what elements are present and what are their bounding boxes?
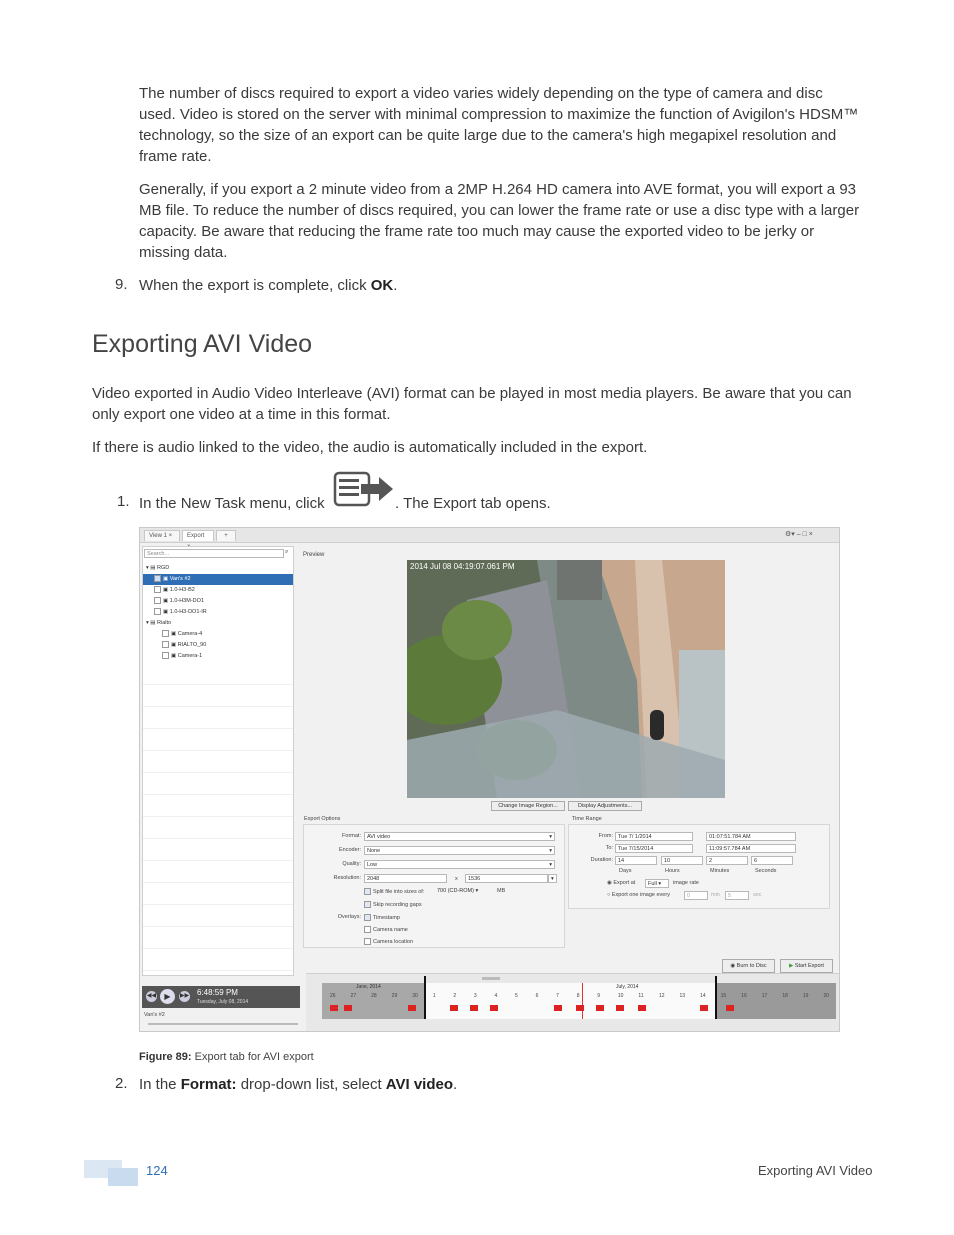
interval-seconds-input[interactable]: 5 [725, 891, 749, 900]
timeline-day-label: 16 [741, 993, 747, 999]
timeline-day-label: 13 [679, 993, 686, 999]
step-1-number: 1. [117, 493, 130, 510]
tree-item[interactable] [143, 651, 293, 662]
timeline-day-label: 18 [782, 993, 788, 999]
chevron-down-icon: ▾ [549, 834, 552, 840]
tree-item[interactable] [143, 585, 293, 596]
timeline-day-label: 1 [432, 993, 436, 999]
timeline-day-label: 10 [617, 993, 624, 999]
tab-view-1[interactable]: View 1 × [144, 530, 180, 541]
paragraph-audio: If there is audio linked to the video, the audio is automatically included in the export. [92, 439, 648, 456]
camera-checkbox[interactable] [154, 586, 161, 593]
resolution-dropdown[interactable] [548, 874, 557, 883]
resolution-x: x [455, 876, 458, 882]
burn-to-disc-button[interactable]: ◉ Burn to Disc [722, 959, 775, 973]
duration-minutes-input[interactable]: 2 [706, 856, 748, 865]
window-controls[interactable]: ⚙▾ – □ × [785, 531, 813, 538]
timeline-day-label: 19 [802, 993, 809, 999]
sec-caption: sec [753, 892, 762, 898]
recording-mark [638, 1005, 646, 1011]
step-1-text-after: . The Export tab opens. [395, 495, 551, 512]
quality-select[interactable]: Low ▾ [364, 860, 555, 869]
min-caption: min [711, 892, 720, 898]
figure-caption: Figure 89: Export tab for AVI export [139, 1051, 314, 1063]
camera-icon: ▣ [171, 653, 178, 659]
timeline-day-label: 30 [412, 993, 418, 999]
tree-item[interactable] [143, 596, 293, 607]
server-icon: ▤ [150, 565, 158, 571]
camera-tree [143, 563, 293, 973]
search-icon[interactable]: ⌕ [285, 549, 289, 555]
paragraph-avi-intro: Video exported in Audio Video Interleave (AVI) format can be played in most media players. Be aware that you can only export one video at a time in this format. [92, 385, 852, 423]
timeline[interactable] [306, 973, 840, 1032]
timeline-day-label: 11 [638, 993, 644, 999]
clock-date: Tuesday, July 08, 2014 [197, 999, 249, 1005]
quality-label: Quality: [342, 861, 361, 867]
tree-item-label: 1.0-H3-DO1-IR [169, 609, 207, 615]
step-2-number: 2. [115, 1075, 128, 1092]
timeline-selection [425, 983, 716, 1019]
timeline-dark-right [716, 983, 836, 1019]
tree-item-label: 1.0-H3M-DO1 [169, 598, 204, 604]
encoder-select[interactable]: None ▾ [364, 846, 555, 855]
recording-mark [344, 1005, 352, 1011]
timeline-day-label: 5 [515, 993, 518, 999]
tree-item[interactable] [143, 618, 293, 629]
duration-hours-input[interactable]: 10 [661, 856, 703, 865]
export-tab-screenshot [139, 527, 840, 1032]
export-one-image-radio[interactable]: ○ Export one image every [607, 892, 670, 898]
from-date-input[interactable]: Tue 7/ 1/2014 [615, 832, 693, 841]
tree-item-label: Van's #2 [169, 576, 191, 582]
tree-item[interactable] [143, 574, 293, 585]
export-options-panel [303, 824, 565, 948]
camera-icon: ▣ [163, 576, 170, 582]
timeline-day-label: 6 [535, 993, 539, 999]
tree-item-label: Camera-4 [177, 631, 203, 637]
paragraph-export-example: Generally, if you export a 2 minute video from a 2MP H.264 HD camera into AVE format, you will export a 93 MB file. To reduce the number of discs required, you can lower the frame rate or use a disc type with a larger capacity. Be aware that reducing the frame rate too much may cause the exported video to be jerky or missing data. [139, 181, 860, 261]
recording-marks [322, 1004, 836, 1012]
interval-minutes-input[interactable]: 0 [684, 891, 708, 900]
tree-item-label: RGD [157, 565, 170, 571]
camera-checkbox[interactable] [154, 575, 161, 582]
timeline-day-label: 3 [473, 993, 477, 999]
timeline-days [322, 993, 836, 1001]
timeline-day-label: 26 [330, 993, 336, 999]
duration-seconds-input[interactable]: 6 [751, 856, 793, 865]
chevron-down-icon[interactable]: ▾ [146, 620, 151, 626]
camera-icon: ▣ [171, 642, 178, 648]
split-size-select[interactable]: 700 (CD-ROM) ▾ [437, 888, 479, 894]
video-preview[interactable] [407, 560, 725, 798]
timeline-day-label: 27 [350, 993, 357, 999]
page-number: 124 [146, 1163, 168, 1178]
export-task-icon [333, 470, 395, 508]
camera-icon: ▣ [163, 587, 170, 593]
days-caption: Days [619, 868, 632, 874]
timeline-day-label: 7 [556, 993, 559, 999]
timeline-day-label: 14 [700, 993, 706, 999]
camera-icon: ▣ [163, 609, 170, 615]
camera-checkbox[interactable] [154, 597, 161, 604]
resolution-height-input[interactable]: 1536 [465, 874, 548, 883]
recording-mark [408, 1005, 416, 1011]
timeline-day-label: 20 [823, 993, 829, 999]
duration-label: Duration: [590, 857, 613, 863]
recording-mark [470, 1005, 478, 1011]
step-2-text: In the Format: drop-down list, select AVI video. [139, 1076, 458, 1093]
tree-item-label: Rialto [157, 620, 172, 626]
tree-item-label: 1.0-H3-B2 [169, 587, 195, 593]
start-marker[interactable] [424, 976, 426, 1019]
preview-label: Preview [303, 552, 325, 558]
player-controls [142, 986, 300, 1008]
export-at-radio[interactable]: ◉ Export at [607, 880, 636, 886]
tab-add[interactable]: + [216, 530, 236, 541]
timeline-day-label: 2 [453, 993, 457, 999]
tree-item-label: RIALTO_90 [177, 642, 207, 648]
time-range-label: Time Range [572, 816, 602, 822]
tab-export[interactable]: Export [182, 530, 214, 541]
split-unit: MB [497, 888, 506, 894]
recording-mark [450, 1005, 458, 1011]
timeline-day-label: 12 [658, 993, 665, 999]
ok-label: OK [370, 277, 394, 294]
step-9-number: 9. [115, 276, 128, 293]
overlay-camera-location-option[interactable]: Camera location [364, 938, 413, 945]
camera-checkbox[interactable] [162, 652, 169, 659]
seconds-caption: Seconds [755, 868, 777, 874]
play-icon[interactable]: ▶ [160, 989, 175, 1004]
timeline-month-june: June, 2014 [356, 984, 381, 990]
section-heading: Exporting AVI Video [92, 330, 313, 358]
search-input[interactable]: Search... [144, 549, 284, 558]
timeline-day-label: 28 [371, 993, 377, 999]
image-rate-caption: image rate [673, 880, 699, 886]
overlay-camera-name-option[interactable]: Camera name [364, 926, 408, 933]
chevron-down-icon[interactable]: ▾ [146, 565, 151, 571]
timeline-day-label: 29 [391, 993, 398, 999]
to-date-input[interactable]: Tue 7/15/2014 [615, 844, 693, 853]
current-time-marker [582, 983, 583, 1019]
tree-item[interactable] [143, 563, 293, 574]
split-file-option[interactable]: Split file into sizes of: [364, 888, 424, 895]
hours-caption: Hours [665, 868, 680, 874]
footer-section-title: Exporting AVI Video [758, 1163, 873, 1178]
timeline-grip[interactable] [482, 977, 500, 980]
start-export-button[interactable]: ▶ Start Export [780, 959, 833, 973]
format-select[interactable]: AVI video ▾ [364, 832, 555, 841]
tree-item[interactable] [143, 607, 293, 618]
camera-checkbox[interactable] [154, 608, 161, 615]
duration-days-input[interactable]: 14 [615, 856, 657, 865]
step-1-text-before: In the New Task menu, click [139, 495, 325, 512]
recording-mark [596, 1005, 604, 1011]
overlays-label: Overlays: [337, 914, 361, 920]
timeline-day-label: 4 [494, 993, 498, 999]
skip-gaps-option[interactable]: Skip recording gaps [364, 901, 422, 908]
rewind-icon[interactable]: ◀◀ [146, 991, 157, 1002]
camera-icon: ▣ [171, 631, 178, 637]
minutes-caption: Minutes [710, 868, 730, 874]
chevron-down-icon: ▾ [549, 862, 552, 868]
paragraph-disc-requirements: The number of discs required to export a video varies widely depending on the type of camera and disc used. Video is stored on the server with minimal compression to maximize the function of Avigilon's HDSM™ technology, so the size of an export can be quite large due to the camera's high megapixel resolution and frame rate. [139, 85, 859, 165]
end-marker[interactable] [715, 976, 717, 1019]
timeline-day-label: 8 [576, 993, 580, 999]
overlay-timestamp-option[interactable]: Timestamp [364, 914, 400, 921]
chevron-down-icon: ▾ [551, 876, 554, 882]
recording-mark [726, 1005, 734, 1011]
video-timestamp: 2014 Jul 08 04:19:07.061 PM [410, 562, 515, 571]
timeline-day-label: 15 [720, 993, 727, 999]
recording-mark [700, 1005, 708, 1011]
chevron-down-icon: ▾ [549, 848, 552, 854]
forward-icon[interactable]: ▶▶ [179, 991, 190, 1002]
image-rate-select[interactable]: Full ▾ [645, 879, 669, 888]
time-range-panel [568, 824, 830, 909]
recording-mark [330, 1005, 338, 1011]
to-label: To: [605, 845, 613, 851]
camera-footer-label: Van's #2 [144, 1012, 165, 1018]
format-label: Format: [342, 833, 361, 839]
zoom-slider[interactable] [148, 1023, 298, 1025]
change-image-region-button[interactable]: Change Image Region... [491, 801, 565, 811]
camera-checkbox[interactable] [162, 641, 169, 648]
recording-mark [576, 1005, 584, 1011]
display-adjustments-button[interactable]: Display Adjustments... [568, 801, 642, 811]
encoder-label: Encoder: [338, 847, 361, 853]
timeline-month-july: July, 2014 [616, 984, 639, 990]
timeline-day-label: 9 [597, 993, 601, 999]
timeline-day-label: 17 [761, 993, 768, 999]
from-time-input[interactable]: 01:07:51.784 AM [706, 832, 796, 841]
step-9-text: When the export is complete, click OK. [139, 277, 398, 294]
camera-checkbox[interactable] [162, 630, 169, 637]
camera-icon: ▣ [163, 598, 170, 604]
resolution-width-input[interactable]: 2048 [364, 874, 447, 883]
resolution-label: Resolution: [333, 875, 361, 881]
tree-item[interactable] [143, 640, 293, 651]
tree-item[interactable] [143, 629, 293, 640]
server-icon: ▤ [150, 620, 158, 626]
recording-mark [616, 1005, 624, 1011]
footer-decoration [84, 1160, 138, 1186]
tree-item-label: Camera-1 [177, 653, 203, 659]
clock-display: 6:48:59 PM [197, 988, 238, 997]
tab-bar [140, 528, 839, 543]
from-label: From: [598, 833, 613, 839]
recording-mark [490, 1005, 498, 1011]
camera-sidebar [142, 546, 294, 976]
to-time-input[interactable]: 11:09:57.784 AM [706, 844, 796, 853]
export-options-label: Export Options [304, 816, 341, 822]
recording-mark [554, 1005, 562, 1011]
